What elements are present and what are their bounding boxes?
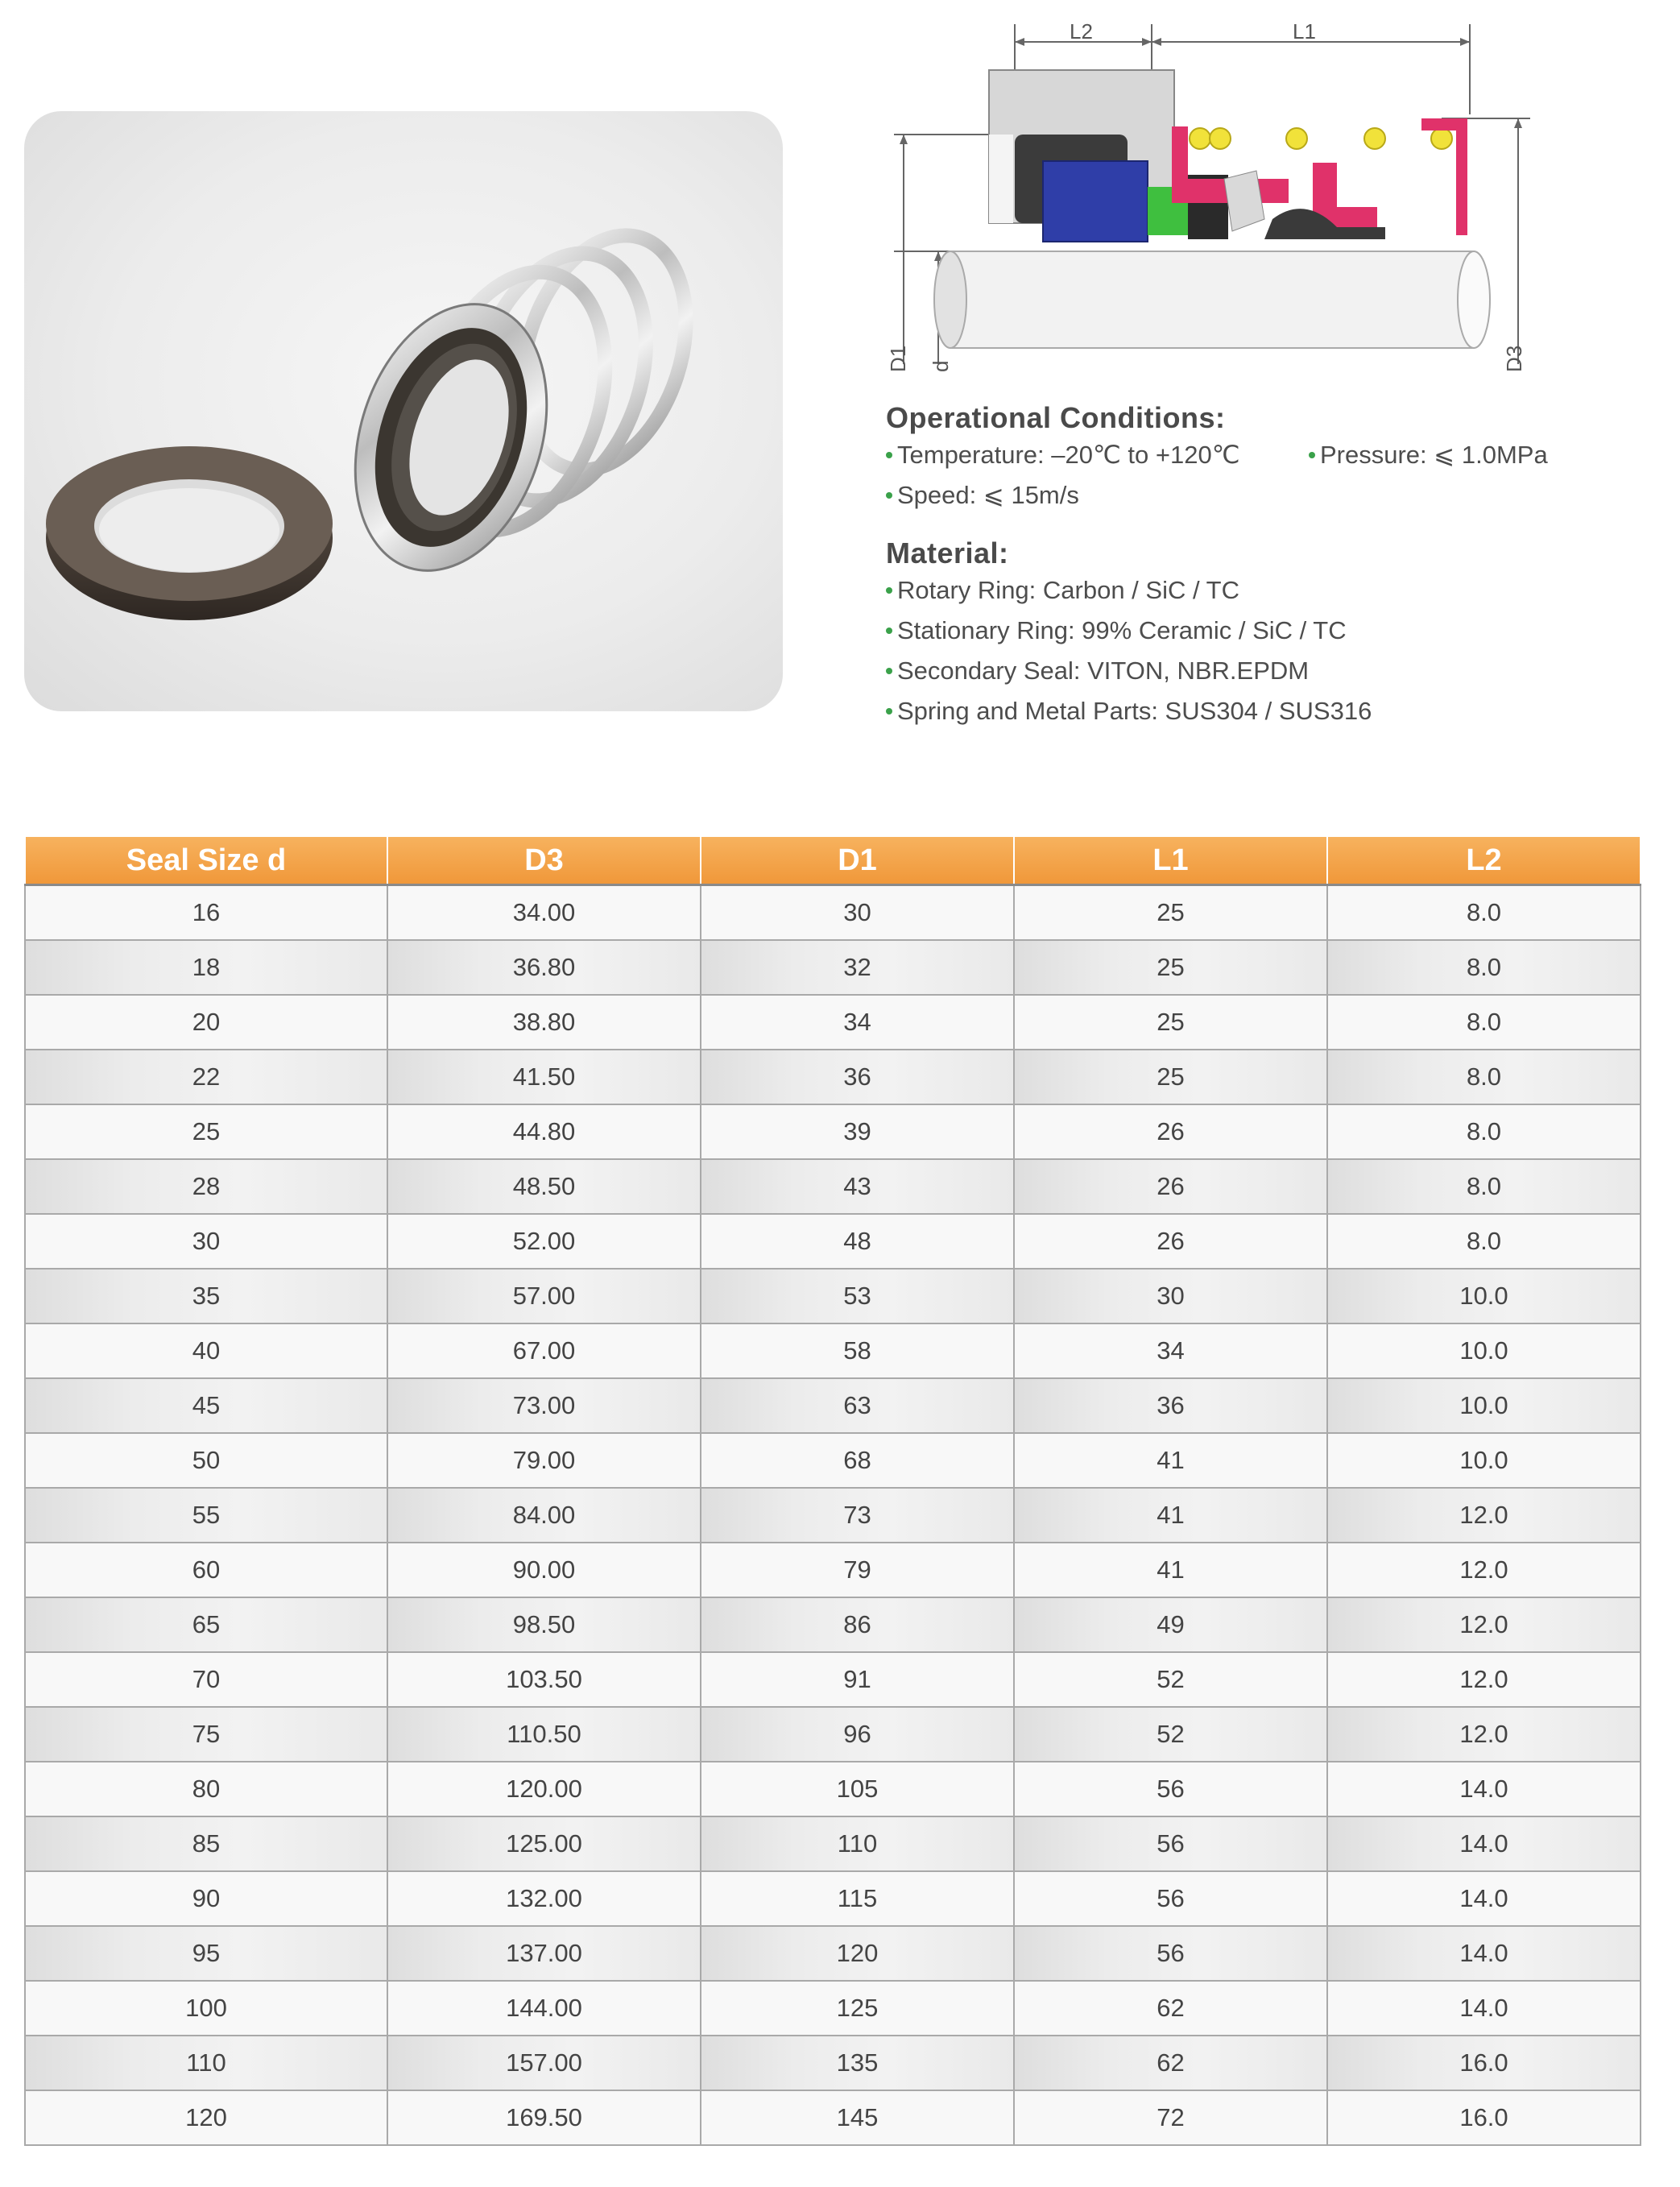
cell-seal-size: 40 [25, 1323, 387, 1378]
table-body [25, 885, 1641, 2146]
cell-l1: 56 [1014, 1871, 1327, 1926]
cell-l1: 52 [1014, 1707, 1327, 1762]
cell-d1: 58 [701, 1323, 1014, 1378]
cell-l1: 25 [1014, 885, 1327, 941]
cell-l1: 25 [1014, 995, 1327, 1050]
cell-d1: 73 [701, 1488, 1014, 1543]
cell-d1: 125 [701, 1981, 1014, 2036]
table-row [25, 940, 1641, 995]
table-row [25, 1597, 1641, 1652]
cell-seal-size: 90 [25, 1871, 387, 1926]
header-d1: D1 [701, 836, 1014, 885]
cell-l1: 41 [1014, 1433, 1327, 1488]
cell-l2: 8.0 [1327, 1159, 1641, 1214]
cell-l1: 26 [1014, 1159, 1327, 1214]
header-seal-size: Seal Size d [25, 836, 387, 885]
cell-d1: 145 [701, 2090, 1014, 2145]
cell-l2: 12.0 [1327, 1488, 1641, 1543]
dim-label-d: d [929, 360, 953, 372]
cell-d1: 110 [701, 1816, 1014, 1871]
cell-l1: 56 [1014, 1926, 1327, 1981]
cell-seal-size: 65 [25, 1597, 387, 1652]
bullet-dot-icon [886, 668, 892, 674]
cell-d3: 132.00 [387, 1871, 701, 1926]
bullet-dot-icon [886, 587, 892, 594]
material-item-secondary-seal: Secondary Seal: VITON, NBR.EPDM [886, 651, 1659, 691]
table-row [25, 1816, 1641, 1871]
cell-d1: 68 [701, 1433, 1014, 1488]
cell-l2: 14.0 [1327, 1762, 1641, 1816]
table-header-row [25, 836, 1641, 885]
cell-l2: 8.0 [1327, 995, 1641, 1050]
cell-l2: 10.0 [1327, 1433, 1641, 1488]
cell-l2: 16.0 [1327, 2090, 1641, 2145]
cell-d1: 91 [701, 1652, 1014, 1707]
cell-l2: 12.0 [1327, 1543, 1641, 1597]
cell-d3: 120.00 [387, 1762, 701, 1816]
cell-d1: 43 [701, 1159, 1014, 1214]
cell-d1: 34 [701, 995, 1014, 1050]
cell-d3: 67.00 [387, 1323, 701, 1378]
cell-seal-size: 55 [25, 1488, 387, 1543]
cell-seal-size: 110 [25, 2036, 387, 2090]
bullet-dot-icon [1309, 452, 1315, 458]
cell-seal-size: 22 [25, 1050, 387, 1104]
table-row [25, 1323, 1641, 1378]
rotary-head [323, 280, 579, 596]
cell-l2: 10.0 [1327, 1323, 1641, 1378]
cell-l2: 14.0 [1327, 1816, 1641, 1871]
cell-d3: 169.50 [387, 2090, 701, 2145]
cell-d3: 98.50 [387, 1597, 701, 1652]
bullet-dot-icon [886, 452, 892, 458]
cell-l1: 34 [1014, 1323, 1327, 1378]
cell-seal-size: 30 [25, 1214, 387, 1269]
cell-d1: 32 [701, 940, 1014, 995]
cell-seal-size: 80 [25, 1762, 387, 1816]
cell-d3: 137.00 [387, 1926, 701, 1981]
table-row [25, 1981, 1641, 2036]
table-row [25, 885, 1641, 941]
cell-l1: 52 [1014, 1652, 1327, 1707]
cell-l1: 62 [1014, 2036, 1327, 2090]
table-row [25, 1652, 1641, 1707]
cell-l1: 25 [1014, 940, 1327, 995]
cell-d3: 157.00 [387, 2036, 701, 2090]
mechanical-seal-illustration [24, 111, 783, 711]
cell-l2: 16.0 [1327, 2036, 1641, 2090]
table-row [25, 1871, 1641, 1926]
stationary-ring [46, 446, 333, 620]
cell-d3: 125.00 [387, 1816, 701, 1871]
table-row [25, 2036, 1641, 2090]
cell-seal-size: 35 [25, 1269, 387, 1323]
cell-d1: 79 [701, 1543, 1014, 1597]
cell-d3: 144.00 [387, 1981, 701, 2036]
table-row [25, 1050, 1641, 1104]
table-row [25, 1214, 1641, 1269]
cell-seal-size: 18 [25, 940, 387, 995]
cell-d1: 48 [701, 1214, 1014, 1269]
cell-l1: 62 [1014, 1981, 1327, 2036]
cell-seal-size: 45 [25, 1378, 387, 1433]
dim-label-d1: D1 [886, 345, 910, 372]
conditions-row [886, 435, 1659, 475]
cell-d3: 57.00 [387, 1269, 701, 1323]
operational-conditions-heading: Operational Conditions: [886, 401, 1226, 434]
specification-text [886, 401, 1659, 731]
material-heading: Material: [886, 536, 1009, 570]
cell-l2: 8.0 [1327, 885, 1641, 941]
material-item-stationary-ring: Stationary Ring: 99% Ceramic / SiC / TC [886, 611, 1659, 651]
cell-seal-size: 70 [25, 1652, 387, 1707]
cell-l1: 26 [1014, 1214, 1327, 1269]
dimensions-table-container [24, 835, 1640, 2146]
cell-d3: 41.50 [387, 1050, 701, 1104]
cell-l1: 26 [1014, 1104, 1327, 1159]
table-row [25, 1104, 1641, 1159]
cell-d3: 44.80 [387, 1104, 701, 1159]
cell-d3: 38.80 [387, 995, 701, 1050]
cell-d3: 52.00 [387, 1214, 701, 1269]
cell-l1: 56 [1014, 1816, 1327, 1871]
cell-d3: 103.50 [387, 1652, 701, 1707]
cell-l2: 10.0 [1327, 1378, 1641, 1433]
table-row [25, 1433, 1641, 1488]
cell-l1: 41 [1014, 1543, 1327, 1597]
cell-d1: 30 [701, 885, 1014, 941]
cell-l1: 72 [1014, 2090, 1327, 2145]
table-row [25, 1762, 1641, 1816]
cell-seal-size: 120 [25, 2090, 387, 2145]
cell-d3: 90.00 [387, 1543, 701, 1597]
cell-d3: 110.50 [387, 1707, 701, 1762]
cell-d1: 39 [701, 1104, 1014, 1159]
cell-d1: 86 [701, 1597, 1014, 1652]
table-row [25, 1269, 1641, 1323]
spring-circles [1190, 128, 1452, 149]
shaft [934, 251, 1490, 348]
dim-label-l1: L1 [1293, 19, 1316, 43]
cell-l2: 8.0 [1327, 940, 1641, 995]
dim-label-l2: L2 [1070, 19, 1093, 43]
table-row [25, 1543, 1641, 1597]
cell-seal-size: 20 [25, 995, 387, 1050]
cell-seal-size: 75 [25, 1707, 387, 1762]
table-row [25, 1378, 1641, 1433]
cell-d3: 36.80 [387, 940, 701, 995]
speed-item: Speed: ⩽ 15m/s [886, 475, 1659, 516]
cell-l2: 12.0 [1327, 1597, 1641, 1652]
cell-d3: 73.00 [387, 1378, 701, 1433]
header-l1: L1 [1014, 836, 1327, 885]
cell-l2: 8.0 [1327, 1104, 1641, 1159]
cell-l2: 12.0 [1327, 1707, 1641, 1762]
cell-d1: 36 [701, 1050, 1014, 1104]
cell-l1: 41 [1014, 1488, 1327, 1543]
cell-d3: 84.00 [387, 1488, 701, 1543]
cell-l1: 36 [1014, 1378, 1327, 1433]
table-row [25, 2090, 1641, 2145]
cell-seal-size: 16 [25, 885, 387, 941]
bullet-dot-icon [886, 492, 892, 499]
material-item-rotary-ring: Rotary Ring: Carbon / SiC / TC [886, 570, 1659, 611]
cell-d1: 105 [701, 1762, 1014, 1816]
cell-l1: 30 [1014, 1269, 1327, 1323]
cell-l2: 10.0 [1327, 1269, 1641, 1323]
cell-seal-size: 85 [25, 1816, 387, 1871]
cell-d1: 63 [701, 1378, 1014, 1433]
table-row [25, 1488, 1641, 1543]
cell-l1: 56 [1014, 1762, 1327, 1816]
cell-l2: 12.0 [1327, 1652, 1641, 1707]
stationary-ring-block [1043, 161, 1148, 242]
pressure-item: Pressure: ⩽ 1.0MPa [1309, 435, 1548, 475]
seal-cross-section-diagram [886, 18, 1546, 388]
cell-d3: 34.00 [387, 885, 701, 941]
cell-d1: 115 [701, 1871, 1014, 1926]
cell-d3: 79.00 [387, 1433, 701, 1488]
header-d3: D3 [387, 836, 701, 885]
cell-seal-size: 25 [25, 1104, 387, 1159]
product-photo [24, 111, 783, 711]
cell-l2: 8.0 [1327, 1214, 1641, 1269]
table-row [25, 995, 1641, 1050]
cell-seal-size: 50 [25, 1433, 387, 1488]
bullet-dot-icon [886, 708, 892, 715]
cell-d1: 53 [701, 1269, 1014, 1323]
cell-d1: 120 [701, 1926, 1014, 1981]
cell-seal-size: 95 [25, 1926, 387, 1981]
cell-l1: 49 [1014, 1597, 1327, 1652]
cell-seal-size: 60 [25, 1543, 387, 1597]
cell-seal-size: 28 [25, 1159, 387, 1214]
temperature-item: Temperature: –20℃ to +120℃ [886, 435, 1309, 475]
table-row [25, 1707, 1641, 1762]
table-row [25, 1926, 1641, 1981]
bullet-dot-icon [886, 628, 892, 634]
cell-d1: 135 [701, 2036, 1014, 2090]
cell-l2: 8.0 [1327, 1050, 1641, 1104]
cell-seal-size: 100 [25, 1981, 387, 2036]
dimensions-table [24, 835, 1641, 2146]
header-l2: L2 [1327, 836, 1641, 885]
cell-d1: 96 [701, 1707, 1014, 1762]
cell-l2: 14.0 [1327, 1871, 1641, 1926]
cell-l1: 25 [1014, 1050, 1327, 1104]
cell-l2: 14.0 [1327, 1981, 1641, 2036]
table-row [25, 1159, 1641, 1214]
cell-d3: 48.50 [387, 1159, 701, 1214]
material-item-spring-metal: Spring and Metal Parts: SUS304 / SUS316 [886, 691, 1659, 731]
cell-l2: 14.0 [1327, 1926, 1641, 1981]
dim-label-d3: D3 [1502, 345, 1526, 372]
